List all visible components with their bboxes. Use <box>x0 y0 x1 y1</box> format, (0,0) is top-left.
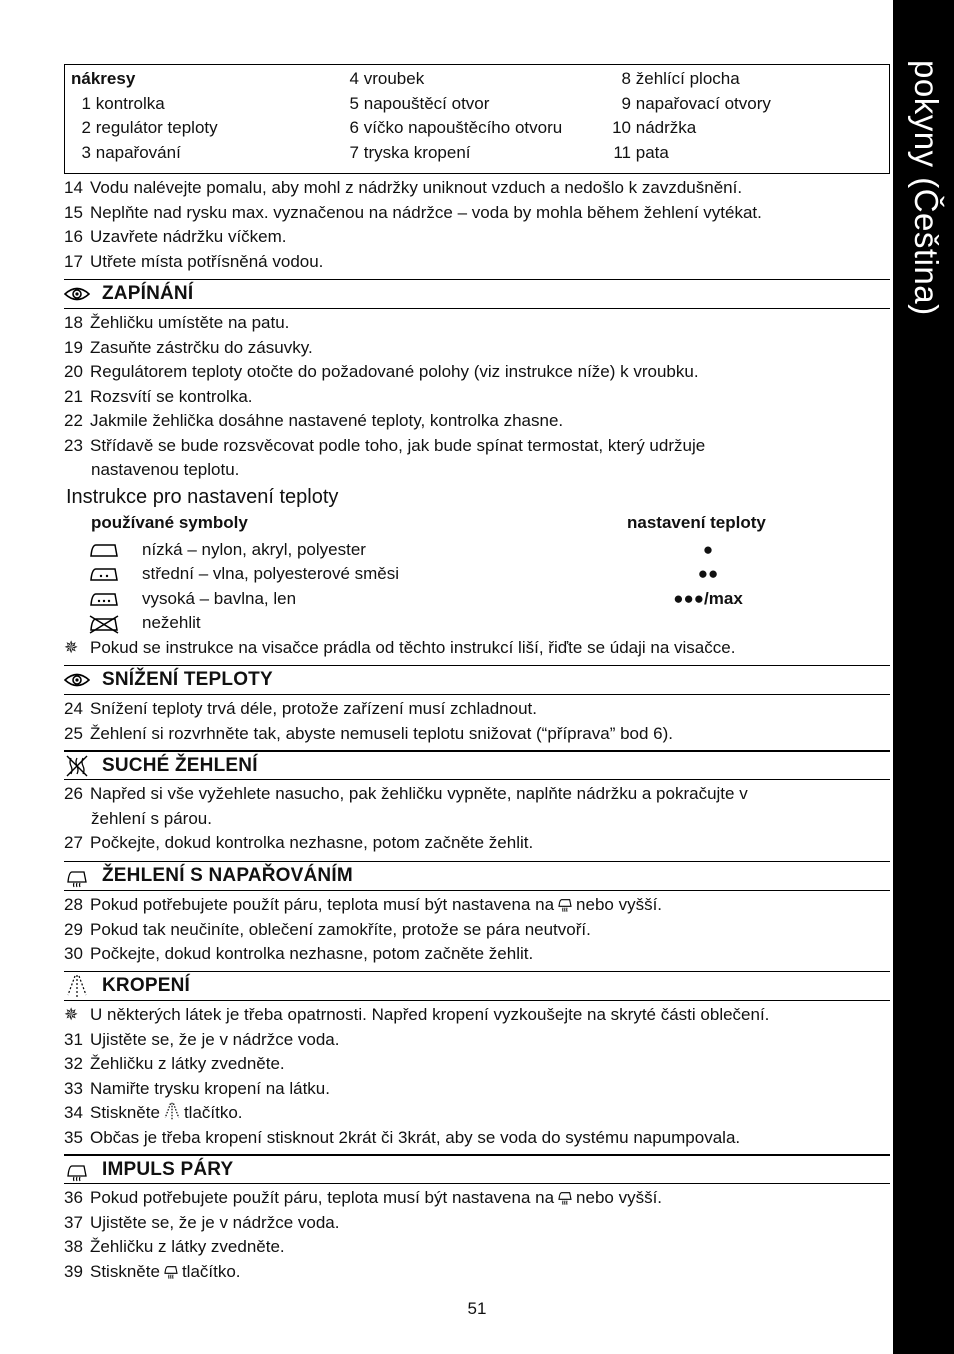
side-tab-title: pokyny (Čeština) <box>908 60 945 316</box>
spray-icon <box>64 975 90 997</box>
step-line: 33 Namiřte trysku kropení na látku. <box>64 1078 330 1098</box>
step-line: 27 Počkejte, dokud kontrolka nezhasne, potom začněte žehlit. <box>64 833 534 852</box>
parts-item: 10 nádržka <box>612 118 697 137</box>
step-line: 22 Jakmile žehlička dosáhne nastavené teploty, kontrolka zhasne. <box>64 411 564 430</box>
step-line: 19 Zasuňte zástrčku do zásuvky. <box>64 337 313 357</box>
steps-steam-ironing <box>64 893 890 967</box>
parts-col-3 <box>611 67 771 165</box>
side-tab <box>893 0 954 1354</box>
parts-item: 7 tryska kropení <box>349 142 471 162</box>
steps-intro <box>64 176 890 274</box>
step-line: 17 Utřete místa potřísněná vodou. <box>64 251 324 271</box>
step-line: 35 Občas je třeba kropení stisknout 2krát či 3krát, aby se voda do systému napumpovala. <box>64 1127 741 1147</box>
eye-icon <box>64 669 90 691</box>
parts-box <box>64 64 890 174</box>
section-steam-ironing <box>64 861 890 891</box>
section-title: ZAPÍNÁNÍ <box>102 283 194 304</box>
parts-item: 11 pata <box>613 142 669 162</box>
page-number: 51 <box>467 1299 487 1318</box>
temp-row: nízká – nylon, akryl, polyester ● <box>88 538 788 563</box>
steps-dry-ironing <box>64 782 890 856</box>
step-line-continued: nastavenou teplotu. <box>91 460 240 479</box>
eye-icon <box>64 283 90 305</box>
steps-steam-burst <box>64 1186 890 1284</box>
temperature-heading: Instrukce pro nastavení teploty <box>66 486 339 508</box>
section-title: ŽEHLENÍ S NAPAŘOVÁNÍM <box>102 865 353 886</box>
section-switch-on <box>64 279 890 309</box>
temp-row: vysoká – bavlna, len ●●●/max <box>88 587 788 612</box>
section-spray <box>64 971 890 1001</box>
parts-item: 4 vroubek <box>349 69 425 88</box>
step-line: 20 Regulátorem teploty otočte do požadované polohy (viz instrukce níže) k vroubku. <box>64 362 699 381</box>
section-steam-burst <box>64 1154 890 1184</box>
step-line: 16 Uzavřete nádržku víčkem. <box>64 227 287 246</box>
spray-icon <box>163 1101 181 1129</box>
iron-medium-icon <box>88 565 120 585</box>
step-line: 32 Žehličku z látky zvedněte. <box>64 1054 285 1073</box>
section-title: IMPULS PÁRY <box>102 1158 234 1180</box>
no-iron-icon <box>88 614 120 634</box>
parts-col-1 <box>71 67 218 165</box>
step-line: 14 Vodu nalévejte pomalu, aby mohl z nádržky uniknout vzduch a nedošlo k zavzdušnění. <box>64 178 743 197</box>
parts-item: 1 kontrolka <box>81 93 165 113</box>
parts-col-2 <box>349 67 562 165</box>
parts-item: 8 žehlící plocha <box>621 69 740 88</box>
step-line: 25 Žehlení si rozvrhněte tak, abyste nemuseli teplotu snižovat (“příprava” bod 6). <box>64 723 674 743</box>
step-line: 23 Střídavě se bude rozsvěcovat podle toho, jak bude spínat termostat, který udržuje <box>64 435 706 455</box>
step-line: 31 Ujistěte se, že je v nádržce voda. <box>64 1029 340 1049</box>
step-line: 24 Snížení teploty trvá déle, protože zařízení musí zchladnout. <box>64 699 537 718</box>
parts-item: 5 napouštěcí otvor <box>349 93 490 113</box>
step-line: 18 Žehličku umístěte na patu. <box>64 313 290 332</box>
temp-row: střední – vlna, polyesterové směsi ●● <box>88 562 788 587</box>
no-steam-icon <box>64 755 90 777</box>
step-line: 26 Napřed si vše vyžehlete nasucho, pak žehličku vypněte, naplňte nádržku a pokračujte v <box>64 784 748 803</box>
parts-title: nákresy <box>71 69 136 88</box>
step-line: 30 Počkejte, dokud kontrolka nezhasne, potom začněte žehlit. <box>64 944 534 963</box>
section-dry-ironing <box>64 750 890 780</box>
parts-item: 9 napařovací otvory <box>621 93 771 113</box>
parts-item: 2 regulátor teploty <box>81 118 218 137</box>
step-line: 28 Pokud potřebujete použít páru, teplota musí být nastavena na nebo vyšší. <box>64 893 890 918</box>
iron-low-icon <box>88 541 120 561</box>
warning-star-icon: ✵ <box>64 638 79 657</box>
setting-column-header: nastavení teploty <box>627 513 766 532</box>
section-title: KROPENÍ <box>102 975 190 996</box>
steps-spray: ✵ U některých látek je třeba opatrnosti. Napřed kropení vyzkoušejte na skryté části oblečení. 31 Ujistěte se, že je v nádržce voda. 32 Žehličku z látky zvedněte. 33 Namiřte trysku kropení na látku. 34 Stiskněte tlačítko. 35 Občas je třeba kropení stisknout 2krát či 3krát, aby se voda do systému napumpovala. <box>64 1003 890 1150</box>
step-line: 15 Neplňte nad rysku max. vyznačenou na nádržce – voda by mohla během žehlení vytékat. <box>64 202 762 222</box>
parts-item: 6 víčko napouštěcího otvoru <box>349 118 563 137</box>
section-title: SNÍŽENÍ TEPLOTY <box>102 669 273 690</box>
step-line: 39 Stiskněte tlačítko. <box>64 1260 890 1285</box>
steps-switch-on <box>64 311 890 483</box>
step-line: 38 Žehličku z látky zvedněte. <box>64 1237 285 1256</box>
symbols-column-header: používané symboly <box>91 513 248 532</box>
section-lower-temperature <box>64 665 890 695</box>
temp-row: nežehlit <box>88 611 788 636</box>
iron-high-icon <box>88 590 120 610</box>
steps-lower-temperature <box>64 697 890 746</box>
temp-note: ✵ Pokud se instrukce na visačce prádla od těchto instrukcí liší, řiďte se údaji na visačce. <box>64 636 890 661</box>
steam-icon <box>163 1263 179 1288</box>
step-line: 36 Pokud potřebujete použít páru, teplota musí být nastavena na nebo vyšší. <box>64 1186 890 1211</box>
parts-item: 3 napařování <box>81 142 181 162</box>
step-line: 34 Stiskněte tlačítko. <box>64 1101 890 1126</box>
steam-icon <box>64 1159 90 1181</box>
section-title: SUCHÉ ŽEHLENÍ <box>102 754 258 776</box>
warning-star-icon: ✵ <box>64 1005 79 1024</box>
steam-icon <box>64 865 90 887</box>
step-line: 21 Rozsvítí se kontrolka. <box>64 386 253 406</box>
step-line: 29 Pokud tak neučiníte, oblečení zamokříte, protože se pára neutvoří. <box>64 919 591 939</box>
step-line-continued: žehlení s párou. <box>91 808 212 828</box>
step-line: 37 Ujistěte se, že je v nádržce voda. <box>64 1212 340 1232</box>
